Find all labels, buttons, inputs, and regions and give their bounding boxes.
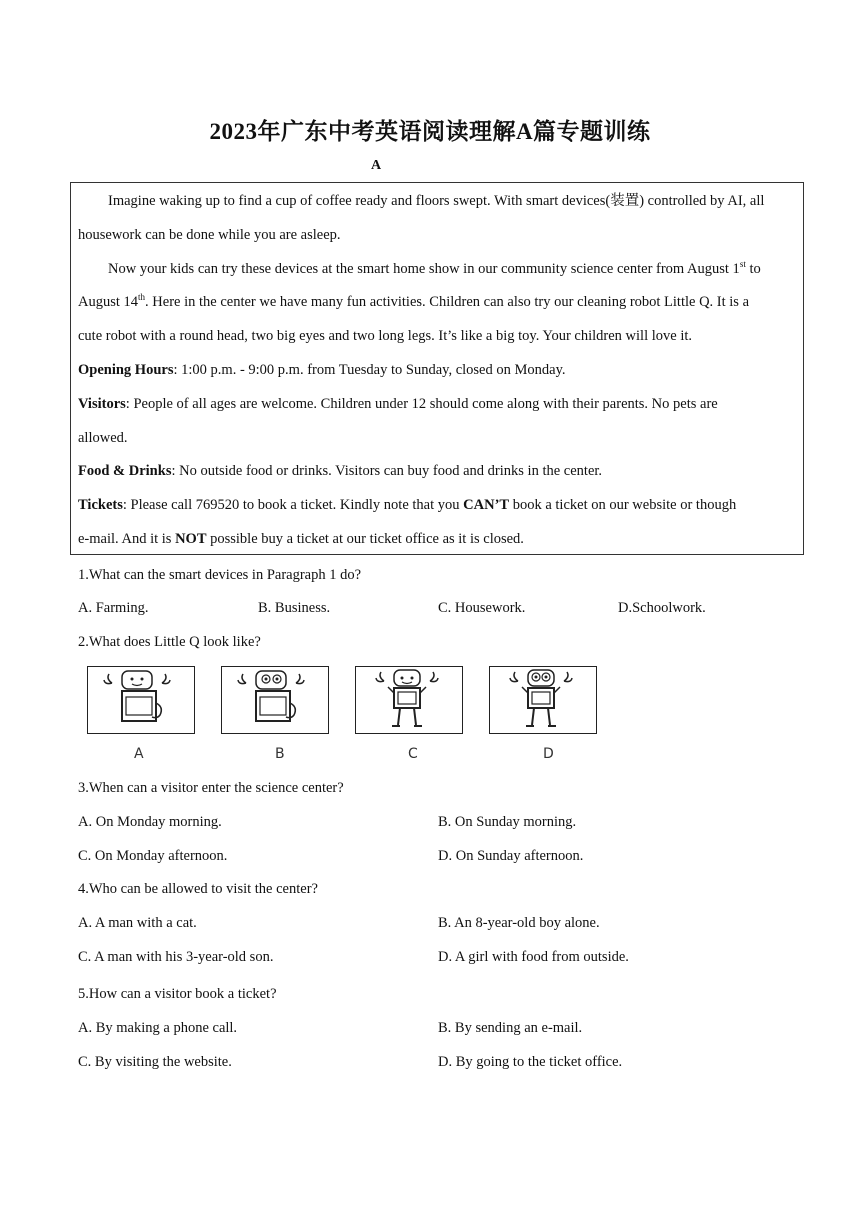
passage-line: housework can be done while you are asleep. (78, 227, 341, 243)
visitors-info: Visitors: People of all ages are welcome. Children under 12 should come along with their parents. No pets are (78, 396, 718, 412)
section-label: A (371, 158, 382, 173)
picture-label-c: C (408, 746, 418, 762)
tickets-info-line2: e-mail. And it is NOT possible buy a ticket at our ticket office as it is closed. (78, 531, 524, 547)
passage-line: allowed. (78, 430, 128, 446)
option-3a: A. On Monday morning. (78, 814, 222, 830)
passage-line: Now your kids can try these devices at the smart home show in our community science center from August 1st to (108, 259, 761, 277)
robot-picture-d (489, 666, 597, 734)
picture-label-d: D (543, 746, 554, 762)
food-drinks-info: Food & Drinks: No outside food or drinks. Visitors can buy food and drinks in the center. (78, 463, 603, 479)
option-4b: B. An 8-year-old boy alone. (438, 915, 600, 931)
option-5b: B. By sending an e-mail. (438, 1020, 583, 1036)
question-5: 5.How can a visitor book a ticket? (78, 986, 277, 1002)
option-4a: A. A man with a cat. (78, 915, 197, 931)
passage-line: cute robot with a round head, two big eyes and two long legs. It’s like a big toy. Your children will love it. (78, 328, 693, 344)
option-3b: B. On Sunday morning. (438, 814, 577, 830)
robot-c-icon (356, 667, 461, 732)
option-1b: B. Business. (258, 600, 331, 616)
robot-picture-b (221, 666, 329, 734)
robot-d-icon (490, 667, 595, 732)
question-2: 2.What does Little Q look like? (78, 634, 261, 650)
option-4d: D. A girl with food from outside. (438, 949, 629, 965)
question-4: 4.Who can be allowed to visit the center? (78, 881, 318, 897)
option-5a: A. By making a phone call. (78, 1020, 238, 1036)
option-5d: D. By going to the ticket office. (438, 1054, 623, 1070)
picture-label-a: A (134, 746, 144, 762)
picture-label-b: B (275, 746, 285, 762)
passage-line: Imagine waking up to find a cup of coffee ready and floors swept. With smart devices(装置) controlled by AI, all (108, 193, 765, 209)
option-5c: C. By visiting the website. (78, 1054, 232, 1070)
robot-picture-a (87, 666, 195, 734)
question-3: 3.When can a visitor enter the science center? (78, 780, 344, 796)
option-3d: D. On Sunday afternoon. (438, 848, 584, 864)
question-1: 1.What can the smart devices in Paragraph 1 do? (78, 567, 362, 583)
option-3c: C. On Monday afternoon. (78, 848, 228, 864)
robot-a-icon (88, 667, 193, 732)
passage-line: August 14th. Here in the center we have many fun activities. Children can also try our cleaning robot Little Q. It is a (78, 292, 750, 310)
tickets-info: Tickets: Please call 769520 to book a ticket. Kindly note that you CAN’T book a ticket on our website or though (78, 497, 737, 513)
option-1c: C. Housework. (438, 600, 526, 616)
robot-b-icon (222, 667, 327, 732)
option-1d: D.Schoolwork. (618, 600, 706, 616)
opening-hours: Opening Hours: 1:00 p.m. - 9:00 p.m. from Tuesday to Sunday, closed on Monday. (78, 362, 566, 378)
page-title: 2023年广东中考英语阅读理解A篇专题训练 (209, 119, 651, 144)
option-1a: A. Farming. (78, 600, 149, 616)
option-4c: C. A man with his 3-year-old son. (78, 949, 274, 965)
robot-picture-c (355, 666, 463, 734)
